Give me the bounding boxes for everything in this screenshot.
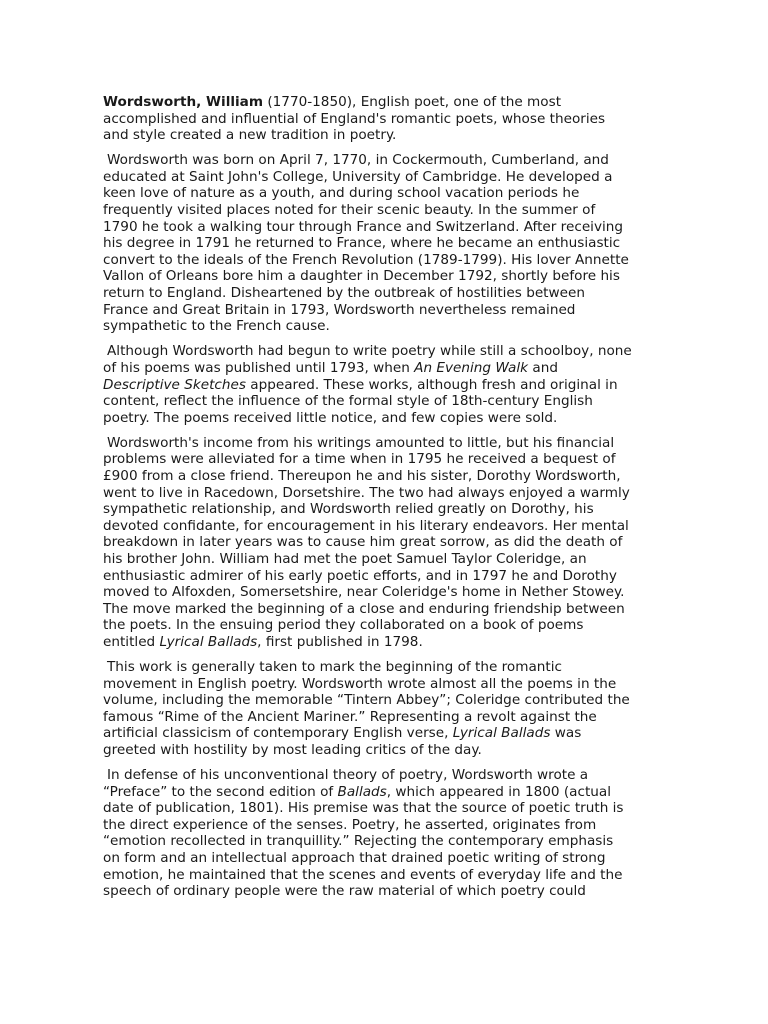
early-poetry-text-1: Although Wordsworth had begun to write poetry while still a schoolboy, none of his poems was published until 1793, when — [103, 343, 632, 376]
document-page — [103, 94, 633, 908]
title-ballads: Ballads — [337, 783, 387, 800]
paragraph-coleridge — [103, 435, 633, 651]
early-poetry-text-2: and — [528, 359, 558, 376]
paragraph-early-poetry — [103, 343, 633, 426]
title-lyrical-ballads-2: Lyrical Ballads — [452, 725, 551, 742]
early-poetry-text-3: appeared. These works, although fresh and original in content, reflect the influence of the formal style of 18th-century English poetry. The poems received little notice, and few copies were sold. — [103, 376, 618, 426]
paragraph-preface — [103, 767, 633, 900]
preface-text-2: , which appeared in 1800 (actual date of publication, 1801). His premise was that the source of poetic truth is the direct experience of the senses. Poetry, he asserted, originates from “emotion recollected in tranquillity.” Rejecting the contemporary emphasis on form and an intellectual approach that drained poetic writing of strong emotion, he maintained that the scenes and events of everyday life and the speech of ordinary people were the raw material of which poetry could — [103, 783, 624, 900]
title-lyrical-ballads: Lyrical Ballads — [159, 633, 258, 650]
coleridge-text-2: , first published in 1798. — [257, 633, 423, 650]
paragraph-early-life — [103, 152, 633, 335]
romantic-movement-text-2: was greeted with hostility by most leading critics of the day. — [103, 725, 582, 758]
title-an-evening-walk: An Evening Walk — [414, 359, 529, 376]
preface-text-1: In defense of his unconventional theory of poetry, Wordsworth wrote a “Preface” to the second edition of — [103, 767, 589, 800]
article-headword: Wordsworth, William — [103, 94, 264, 110]
title-descriptive-sketches: Descriptive Sketches — [103, 376, 246, 393]
paragraph-intro — [103, 94, 633, 144]
early-life-text: Wordsworth was born on April 7, 1770, in Cockermouth, Cumberland, and educated at Saint John's College, University of Cambridge. He developed a keen love of nature as a youth, and during school vacation periods he frequently visited places noted for their scenic beauty. In the summer of 1790 he took a walking tour through France and Switzerland. After receiving his degree in 1791 he returned to France, where he became an enthusiastic convert to the ideals of the French Revolution (1789-1799). His lover Annette Vallon of Orleans bore him a daughter in December 1792, shortly before his return to England. Disheartened by the outbreak of hostilities between France and Great Britain in 1793, Wordsworth nevertheless remained sympathetic to the French cause. — [103, 152, 629, 335]
intro-text: (1770-1850), English poet, one of the most accomplished and influential of England's romantic poets, whose theories and style created a new tradition in poetry. — [103, 94, 606, 144]
paragraph-romantic-movement — [103, 659, 633, 759]
coleridge-text-1: Wordsworth's income from his writings amounted to little, but his financial problems were alleviated for a time when in 1795 he received a bequest of £900 from a close friend. Thereupon he and his sister, Dorothy Wordsworth, went to live in Racedown, Dorsetshire. The two had always enjoyed a warmly sympathetic relationship, and Wordsworth relied greatly on Dorothy, his devoted confidante, for encouragement in his literary endeavors. Her mental breakdown in later years was to cause him great sorrow, as did the death of his brother John. William had met the poet Samuel Taylor Coleridge, an enthusiastic admirer of his early poetic efforts, and in 1797 he and Dorothy moved to Alfoxden, Somersetshire, near Coleridge's home in Nether Stowey. The move marked the beginning of a close and enduring friendship between the poets. In the ensuing period they collaborated on a book of poems entitled — [103, 434, 630, 650]
romantic-movement-text-1: This work is generally taken to mark the beginning of the romantic movement in English poetry. Wordsworth wrote almost all the poems in the volume, including the memorable “Tintern Abbey”; Coleridge contributed the famous “Rime of the Ancient Mariner.” Representing a revolt against the artificial classicism of contemporary English verse, — [103, 659, 630, 742]
